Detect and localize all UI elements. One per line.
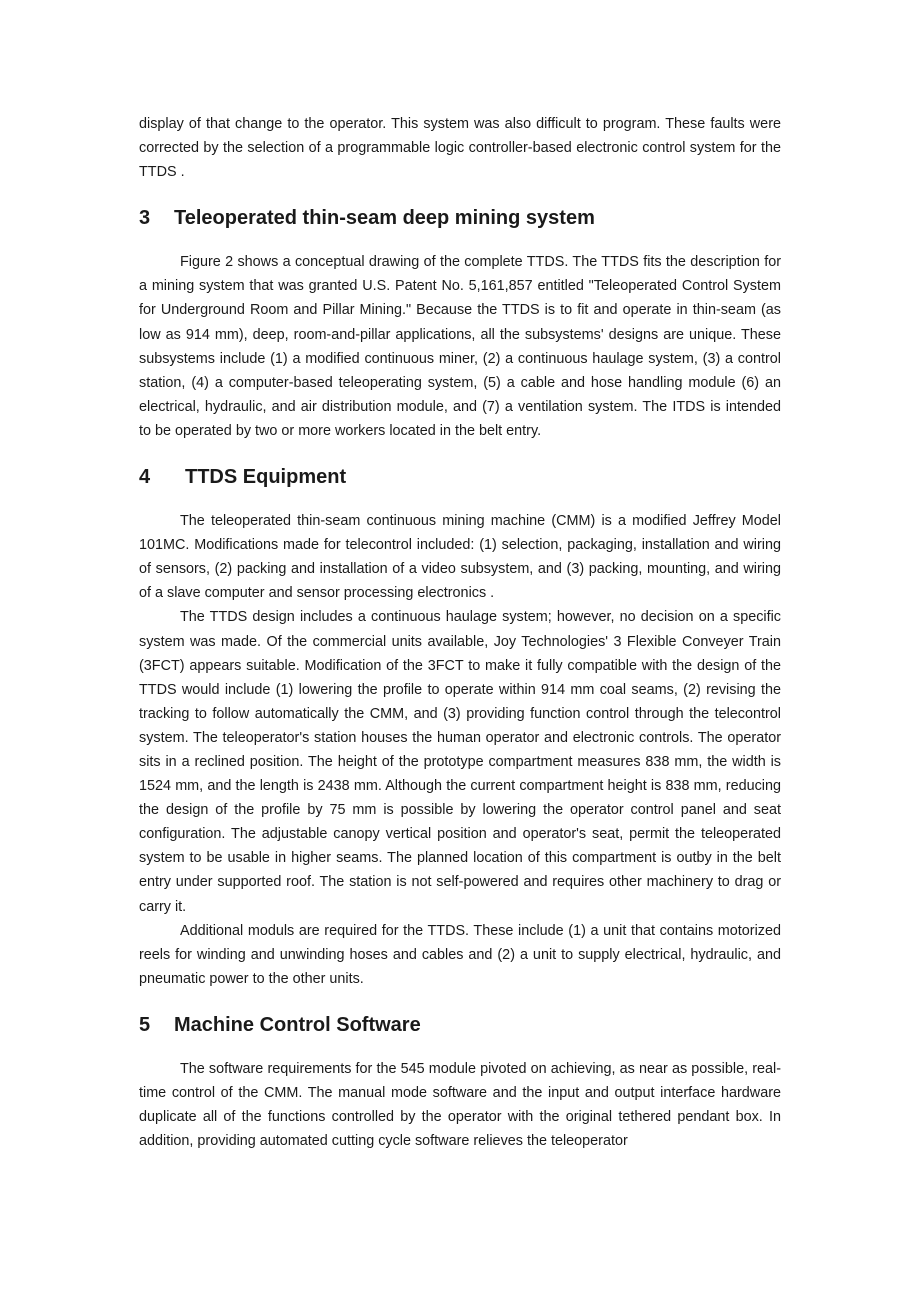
section-3-paragraph-1: Figure 2 shows a conceptual drawing of the complete TTDS. The TTDS fits the description for a mining system that was granted U.S. Patent No. 5,161,857 entitled "Teleoperated Control System for Underground Room and Pillar Mining." Because the TTDS is to fit and operate in thin-seam (as low as 914 mm), deep, room-and-pillar applications, all the subsystems' designs are unique. These subsystems include (1) a modified continuous miner, (2) a continuous haulage system, (3) a control station, (4) a computer-based teleoperating system, (5) a cable and hose handling module (6) an electrical, hydraulic, and air distribution module, and (7) a ventilation system. The ITDS is intended to be operated by two or more workers located in the belt entry. — [139, 254, 781, 439]
section-4-paragraph-2: The TTDS design includes a continuous haulage system; however, no decision on a specific system was made. Of the commercial units available, Joy Technologies' 3 Flexible Conveyer Train (3FCT) appears suitable. Modification of the 3FCT to make it fully compatible with the design of the TTDS would include (1) lowering the profile to operate within 914 mm coal seams, (2) revising the tracking to follow automatically the CMM, and (3) providing function control through the telecontrol system. The teleoperator's station houses the human operator and electronic controls. The operator sits in a reclined position. The height of the prototype compartment measures 838 mm, the width is 1524 mm, and the length is 2438 mm. Although the current compartment height is 838 mm, reducing the design of the profile by 75 mm is possible by lowering the operator control panel and seat configuration. The adjustable canopy vertical position and operator's seat, permit the teleoperated system to be usable in higher seams. The planned location of this compartment is outby in the belt entry under supported roof. The station is not self-powered and requires other machinery to drag or carry it. — [139, 609, 781, 915]
section-5-number: 5 — [139, 1013, 151, 1036]
intro-paragraph: display of that change to the operator. This system was also difficult to program. These faults were corrected by the selection of a programmable logic controller-based electronic control system for the TTDS . — [139, 116, 781, 181]
document-page — [139, 112, 781, 1153]
section-3-heading — [139, 206, 781, 230]
section-4-paragraph-3: Additional moduls are required for the TTDS. These include (1) a unit that contains motorized reels for winding and unwinding hoses and cables and (2) a unit to supply electrical, hydraulic, and pneumatic power to the other units. — [139, 922, 781, 987]
section-4-paragraph-1: The teleoperated thin-seam continuous mining machine (CMM) is a modified Jeffrey Model 101MC. Modifications made for telecontrol included: (1) selection, packaging, installation and wiring of sensors, (2) packing and installation of a video subsystem, and (3) packing, mounting, and wiring of a slave computer and sensor processing electronics . — [139, 513, 781, 602]
section-5-paragraph-1: The software requirements for the 545 module pivoted on achieving, as near as possible, real-time control of the CMM. The manual mode software and the input and output interface hardware duplicate all of the functions controlled by the operator with the original tethered pendant box. In addition, providing automated cutting cycle software relieves the teleoperator — [139, 1060, 781, 1150]
section-4-title: TTDS Equipment — [185, 466, 347, 489]
section-5-title: Machine Control Software — [174, 1013, 421, 1036]
section-3-number: 3 — [139, 207, 151, 230]
section-3-title: Teleoperated thin-seam deep mining system — [174, 207, 595, 230]
section-4-heading — [139, 465, 781, 489]
section-5-heading — [139, 1013, 781, 1037]
section-4-number: 4 — [139, 466, 151, 489]
